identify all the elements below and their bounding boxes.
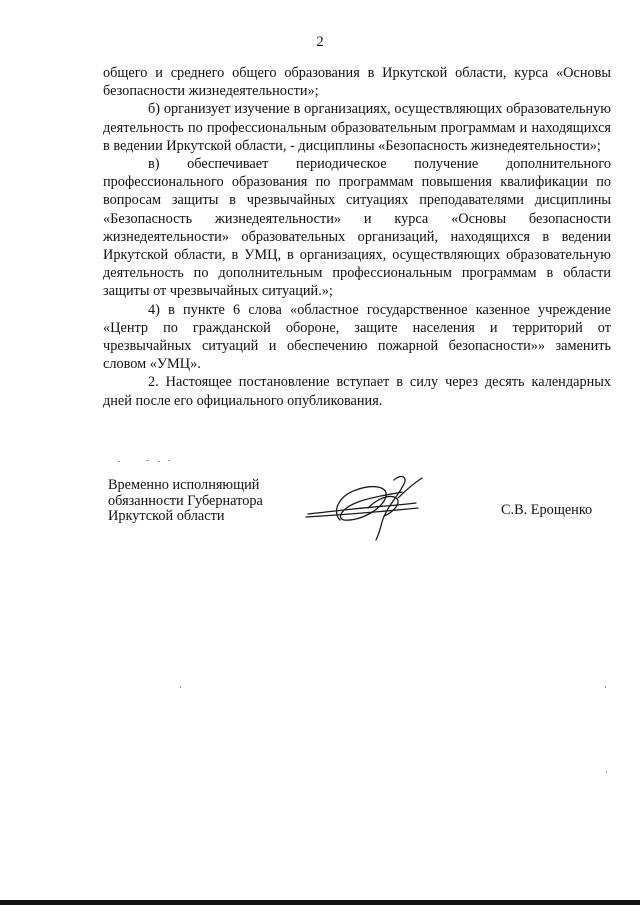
signatory-title-line: обязанности Губернатора: [108, 492, 263, 509]
scan-speck: [180, 686, 181, 688]
scan-bottom-edge: [0, 900, 640, 905]
scan-speck: [606, 771, 607, 773]
handwritten-signature: [298, 468, 438, 542]
scan-speck: [146, 460, 149, 461]
signer-name: С.В. Ерощенко: [501, 502, 593, 518]
document-body: [103, 64, 611, 410]
paragraph-item-4: 4) в пункте 6 слова «областное государственное казенное учреждение «Центр по гражданской обороне, защите населения и территорий от чрезвычайных ситуаций и обеспечению пожарной безопасности»» заменить словом «УМЦ».: [103, 301, 611, 373]
scan-speck: [168, 460, 170, 461]
paragraph-continuation: общего и среднего общего образования в Иркутской области, курса «Основы безопасности жизнедеятельности»;: [103, 65, 611, 100]
scan-speck: [158, 461, 160, 462]
scan-speck: [605, 686, 606, 688]
paragraph-item-b: б) организует изучение в организациях, осуществляющих образовательную деятельность по профессиональным образовательным программам и находящихся в ведении Иркутской области, - дисциплины «Безопасность жизнедеятельности»;: [103, 101, 611, 154]
scan-speck: [118, 461, 120, 462]
signatory-title-line: Иркутской области: [108, 508, 225, 524]
page-number: 2: [316, 34, 324, 50]
paragraph-item-v: в) обеспечивает периодическое получение дополнительного профессионального образования по программам повышения квалификации по вопросам защиты в чрезвычайных ситуациях преподавателями дисциплины «Безопасность жизнедеятельности» и курса «Основы безопасности жизнедеятельности» образовательных организаций, находящихся в ведении Иркутской области, в УМЦ, в организациях, осуществляющих образовательную деятельность по дополнительным профессиональным программам в области защиты от чрезвычайных ситуаций.»;: [103, 156, 611, 300]
paragraph-clause-2: 2. Настоящее постановление вступает в силу через десять календарных дней после его официального опубликования.: [103, 374, 611, 409]
signatory-title: [108, 478, 263, 525]
signatory-title-line: Временно исполняющий: [108, 477, 260, 493]
